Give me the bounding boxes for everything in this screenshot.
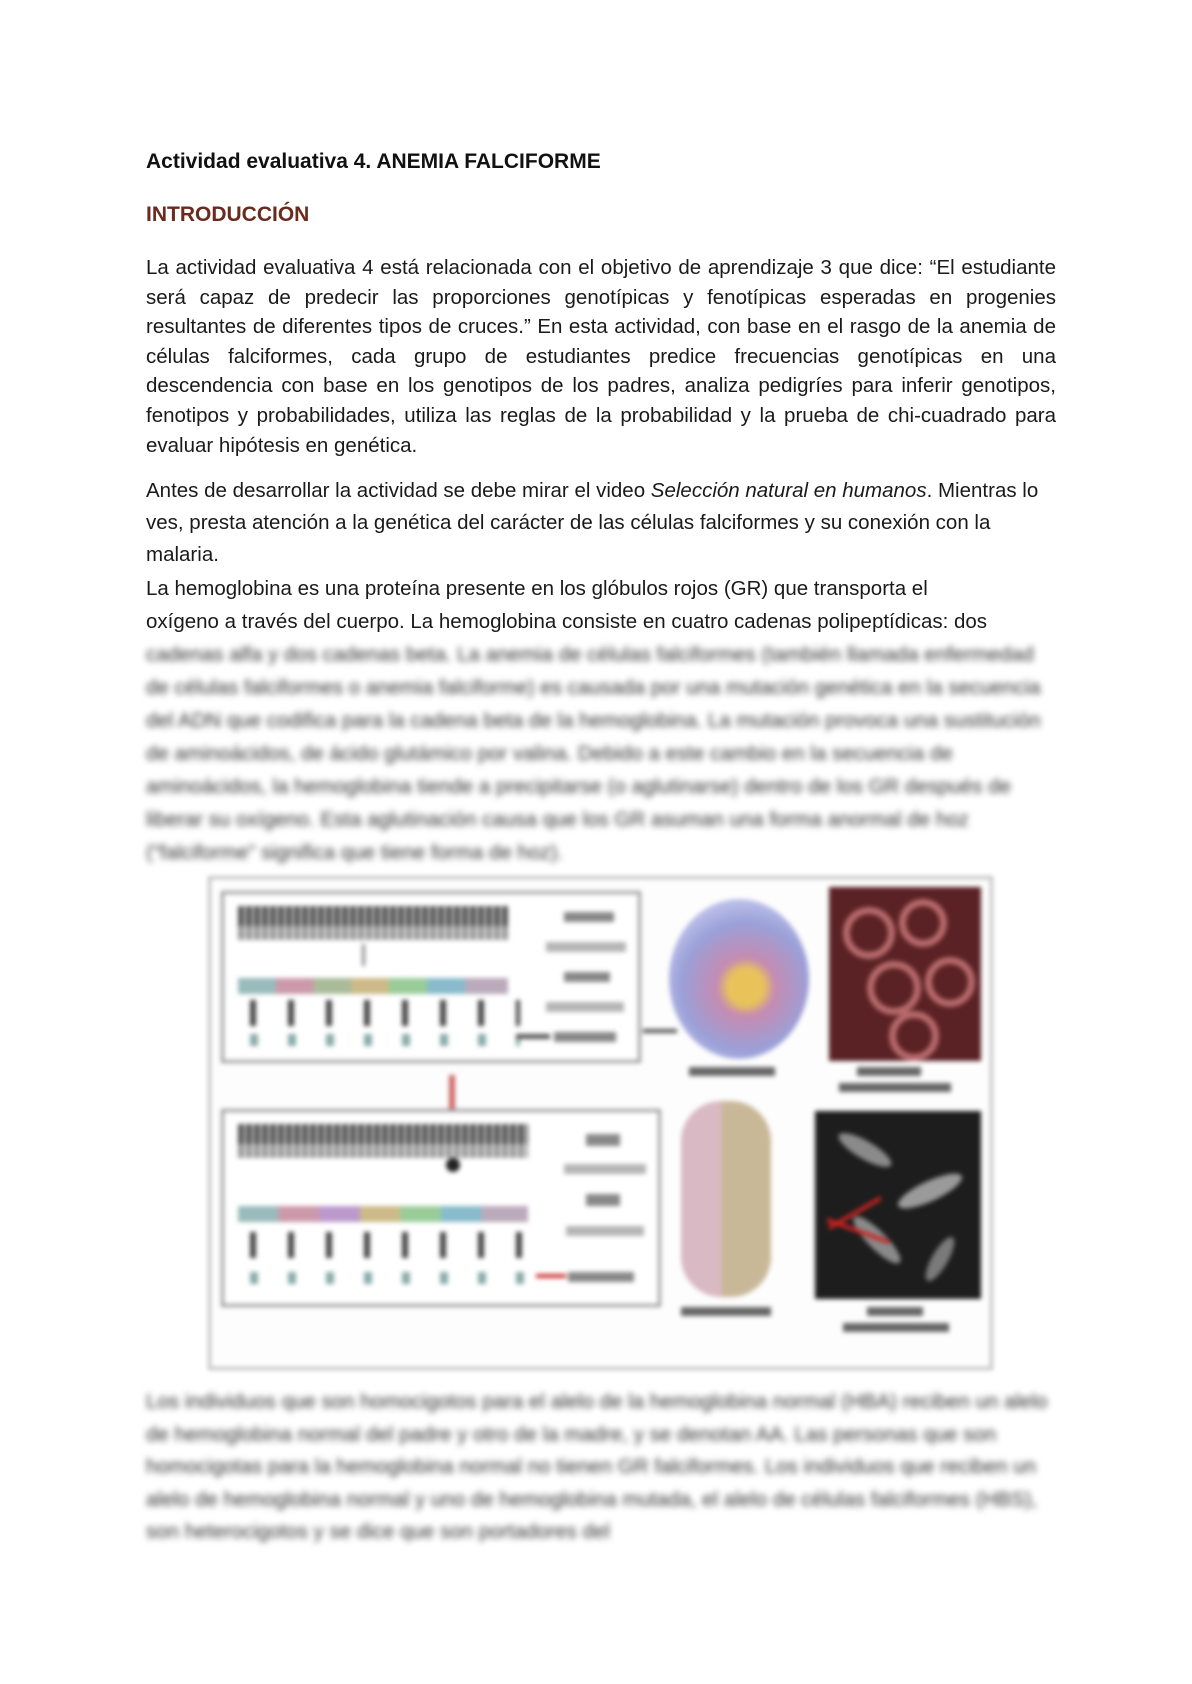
hemoglobin-molecule: [669, 899, 809, 1059]
arrow-right-icon: [516, 1034, 550, 1039]
sickle-cell-figure: [208, 876, 993, 1370]
label-arn-top: [564, 972, 610, 982]
arrow-down-icon: [362, 944, 365, 966]
document-title: Actividad evaluativa 4. ANEMIA FALCIFORME: [146, 150, 601, 173]
sickle-cell: [894, 1167, 966, 1215]
label-transcription-top: [546, 942, 626, 952]
video-title: Selección natural en humanos: [650, 479, 927, 502]
sickle-cell: [921, 1233, 960, 1284]
sickle-cells-photo: [815, 1111, 981, 1299]
label-protein-bottom: [568, 1272, 634, 1282]
genotype-paragraph: Los individuos que son homocigotos para el alelo de la hemoglobina normal (HBA) reciben un alelo de hemoglobina normal del padre y otro de la madre, y se denotan AA. Las personas que son homocigotas para la hemoglobina normal no tienen GR falciformes. Los individuos que reciben un alelo de hemoglobina normal y uno de hemoglobina mutada, el alelo de células falciformes (HBS), son heterocigotos y se dice que son portadores del: [146, 1390, 1048, 1543]
caption-cells-top: [857, 1067, 921, 1076]
amino-acids-bottom: [250, 1272, 540, 1284]
caption-cells-bottom: [867, 1307, 923, 1316]
label-translation-bottom: [566, 1226, 644, 1236]
video-paragraph: [146, 475, 1056, 571]
label-transcription-bottom: [564, 1164, 646, 1174]
translation-arrows-top: [250, 1000, 520, 1026]
video-paragraph-before: Antes de desarrollar la actividad se debe mirar el video: [146, 479, 651, 502]
mutation-point-icon: [446, 1158, 460, 1172]
normal-gene-panel: [221, 891, 641, 1063]
red-cell: [925, 957, 975, 1007]
label-adn-top: [564, 912, 614, 922]
video-paragraph-after: . Mientras lo ves, presta atención a la genética del carácter de las células falciformes y su conexión con la malaria.: [146, 479, 1039, 566]
caption-cells-bottom-2: [843, 1323, 949, 1332]
label-protein-top: [554, 1032, 616, 1042]
caption-hemoglobin-bottom: [681, 1307, 771, 1316]
caption-hemoglobin-top: [689, 1067, 775, 1076]
label-translation-top: [546, 1002, 624, 1012]
mutant-gene-panel: [221, 1109, 661, 1307]
red-cell: [843, 907, 895, 959]
hemoglobin-line-2: oxígeno a través del cuerpo. La hemoglobina consiste en cuatro cadenas polipeptídicas: dos: [146, 610, 988, 633]
rna-codons-top: [238, 978, 508, 994]
section-heading: INTRODUCCIÓN: [146, 203, 310, 226]
arrow-to-hemoglobin-icon: [643, 1029, 677, 1033]
sickle-hemoglobin-fibers: [681, 1101, 771, 1297]
sickle-cell: [835, 1127, 896, 1173]
caption-cells-top-2: [839, 1083, 951, 1092]
red-cell: [867, 961, 921, 1015]
label-arn-bottom: [586, 1194, 620, 1206]
label-adn-bottom: [586, 1134, 620, 1146]
hemoglobin-paragraph: [146, 572, 1056, 869]
rna-codons-bottom: [238, 1206, 528, 1222]
arrow-right-red-icon: [536, 1274, 566, 1278]
red-cell: [889, 1011, 939, 1061]
dna-sequence-bottom-2: [238, 1138, 528, 1158]
intro-paragraph: La actividad evaluativa 4 está relacionada con el objetivo de aprendizaje 3 que dice: “El estudiante será capaz de predecir las proporciones genotípicas y fenotípicas esperadas en progenies resultantes de diferentes tipos de cruces.” En esta actividad, con base en el rasgo de la anemia de células falciformes, cada grupo de estudiantes predice frecuencias genotípicas en una descendencia con base en los genotipos de los padres, analiza pedigríes para inferir genotipos, fenotipos y probabilidades, utiliza las reglas de la probabilidad y la prueba de chi-cuadrado para evaluar hipótesis en genética.: [146, 256, 1056, 457]
dna-sequence-top-2: [238, 920, 508, 940]
amino-acids-top: [250, 1034, 520, 1046]
red-cell: [899, 899, 947, 947]
hemoglobin-line-1: La hemoglobina es una proteína presente en los glóbulos rojos (GR) que transporta el: [146, 577, 928, 600]
normal-cells-photo: [829, 887, 981, 1061]
hemoglobin-blurred-text: cadenas alfa y dos cadenas beta. La anemia de células falciformes (también llamada enfermedad de células falciformes o anemia falciforme) es causada por una mutación genética en la secuencia del ADN que codifica para la cadena beta de la hemoglobina. La mutación provoca una sustitución de aminoácidos, de ácido glutámico por valina. Debido a este cambio en la secuencia de aminoácidos, la hemoglobina tiende a precipitarse (o aglutinarse) dentro de los GR después de liberar su oxígeno. Esta aglutinación causa que los GR asuman una forma anormal de hoz (“falciforme” significa que tiene forma de hoz).: [146, 643, 1041, 864]
translation-arrows-bottom: [250, 1232, 540, 1258]
